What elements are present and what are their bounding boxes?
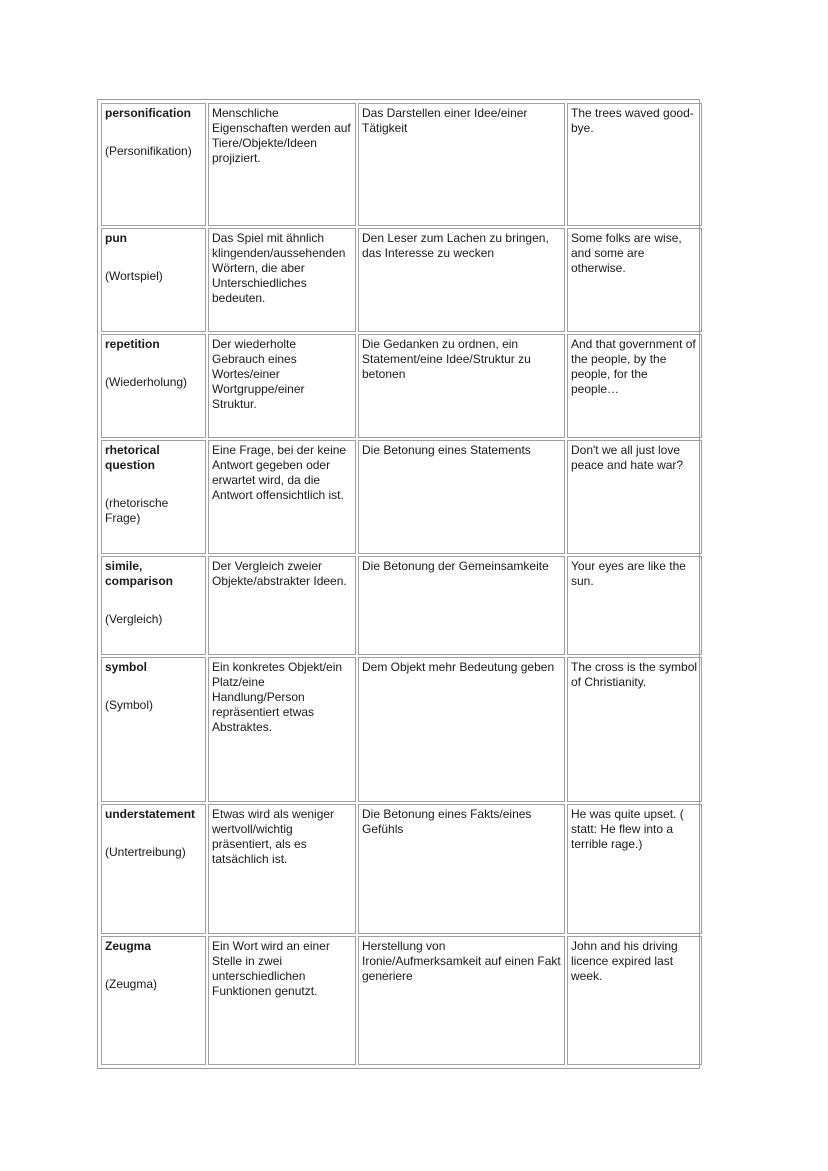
purpose-text: Die Betonung der Gemeinsamkeite [362, 559, 549, 573]
term-english: Zeugma [105, 939, 152, 953]
term-german: (Personifikation) [105, 144, 192, 158]
example-cell [567, 440, 702, 554]
definition-text: Etwas wird als weniger wertvoll/wichtig präsentiert, als es tatsächlich ist. [212, 807, 335, 866]
example-cell [567, 936, 702, 1065]
table-row [101, 103, 702, 226]
purpose-text: Herstellung von Ironie/Aufmerksamkeit auf einen Fakt generiere [362, 939, 561, 983]
example-cell [567, 228, 702, 332]
term-english: simile, comparison [105, 559, 174, 588]
term-german: (Zeugma) [105, 977, 158, 991]
purpose-cell [358, 334, 565, 438]
definition-text: Ein Wort wird an einer Stelle in zwei unterschiedlichen Funktionen genutzt. [212, 939, 330, 998]
example-text: John and his driving licence expired last week. [571, 939, 678, 983]
table-row [101, 440, 702, 554]
definition-text: Der Vergleich zweier Objekte/abstrakter Ideen. [212, 559, 347, 588]
example-text: The trees waved good-bye. [571, 106, 694, 135]
term-german: (Wiederholung) [105, 375, 188, 389]
example-cell [567, 334, 702, 438]
definition-cell [208, 556, 356, 655]
table-row [101, 556, 702, 655]
table-row [101, 228, 702, 332]
definition-cell [208, 804, 356, 934]
example-text: Some folks are wise, and some are otherwise. [571, 231, 682, 275]
example-text: He was quite upset. ( statt: He flew into a terrible rage.) [571, 807, 684, 851]
term-english: understatement [105, 807, 196, 821]
purpose-text: Das Darstellen einer Idee/einer Tätigkeit [362, 106, 528, 135]
definition-text: Menschliche Eigenschaften werden auf Tiere/Objekte/Ideen projiziert. [212, 106, 351, 165]
term-english: rhetorical question [105, 443, 160, 472]
term-german: (Symbol) [105, 698, 154, 712]
definition-text: Der wiederholte Gebrauch eines Wortes/einer Wortgruppe/einer Struktur. [212, 337, 305, 411]
definition-cell [208, 334, 356, 438]
purpose-cell [358, 804, 565, 934]
term-cell [101, 440, 206, 554]
example-cell [567, 556, 702, 655]
definition-cell [208, 657, 356, 802]
purpose-text: Dem Objekt mehr Bedeutung geben [362, 660, 555, 674]
stylistic-devices-table-frame [97, 99, 700, 1069]
purpose-cell [358, 440, 565, 554]
table-row [101, 657, 702, 802]
term-cell [101, 804, 206, 934]
definition-cell [208, 440, 356, 554]
stylistic-devices-table [99, 101, 704, 1067]
purpose-text: Die Betonung eines Statements [362, 443, 531, 457]
term-cell [101, 556, 206, 655]
example-text: And that government of the people, by the people, for the people… [571, 337, 696, 396]
term-cell [101, 103, 206, 226]
term-english: personification [105, 106, 192, 120]
example-cell [567, 804, 702, 934]
example-text: The cross is the symbol of Christianity. [571, 660, 698, 689]
term-cell [101, 936, 206, 1065]
definition-text: Eine Frage, bei der keine Antwort gegeben oder erwartet wird, da die Antwort offensichtlich ist. [212, 443, 347, 502]
term-english: repetition [105, 337, 160, 351]
example-cell [567, 657, 702, 802]
example-cell [567, 103, 702, 226]
term-german: (rhetorische Frage) [105, 496, 169, 525]
purpose-text: Die Betonung eines Fakts/eines Gefühls [362, 807, 532, 836]
example-text: Your eyes are like the sun. [571, 559, 686, 588]
definition-cell [208, 103, 356, 226]
definition-text: Ein konkretes Objekt/ein Platz/eine Handlung/Person repräsentiert etwas Abstraktes. [212, 660, 343, 734]
term-german: (Vergleich) [105, 612, 163, 626]
term-german: (Wortspiel) [105, 269, 163, 283]
table-row [101, 936, 702, 1065]
purpose-cell [358, 228, 565, 332]
purpose-text: Den Leser zum Lachen zu bringen, das Interesse zu wecken [362, 231, 549, 260]
term-cell [101, 334, 206, 438]
table-row [101, 334, 702, 438]
term-english: symbol [105, 660, 148, 674]
term-cell [101, 657, 206, 802]
term-cell [101, 228, 206, 332]
purpose-text: Die Gedanken zu ordnen, ein Statement/eine Idee/Struktur zu betonen [362, 337, 531, 381]
term-german: (Untertreibung) [105, 845, 186, 859]
purpose-cell [358, 657, 565, 802]
definition-cell [208, 228, 356, 332]
definition-text: Das Spiel mit ähnlich klingenden/aussehenden Wörtern, die aber Unterschiedliches bedeuten. [212, 231, 346, 305]
term-english: pun [105, 231, 127, 245]
example-text: Don't we all just love peace and hate war? [571, 443, 684, 472]
table-row [101, 804, 702, 934]
purpose-cell [358, 556, 565, 655]
purpose-cell [358, 103, 565, 226]
definition-cell [208, 936, 356, 1065]
purpose-cell [358, 936, 565, 1065]
